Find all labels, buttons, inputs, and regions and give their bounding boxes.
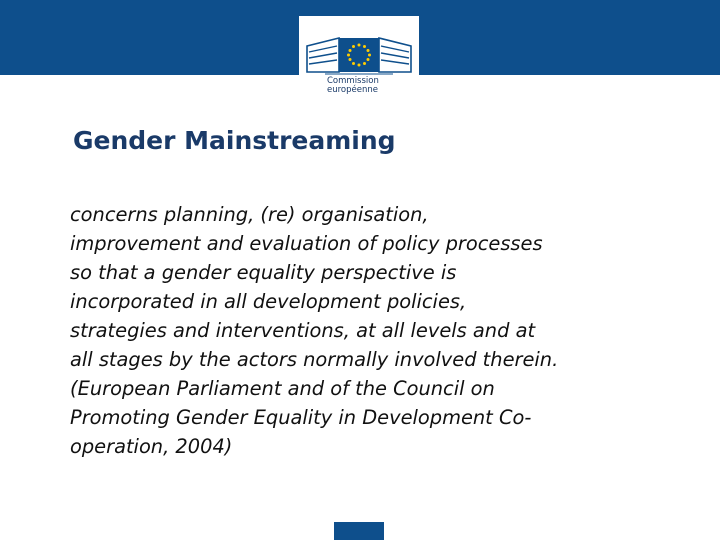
footer-accent-bar [334,522,384,540]
european-commission-logo [299,16,419,98]
body-line: strategies and interventions, at all levels and at [70,319,536,342]
body-line: operation, 2004) [70,435,233,458]
body-line: (European Parliament and of the Council on [70,377,495,400]
body-line: Promoting Gender Equality in Development Co- [70,406,532,429]
logo-text-line2: européenne [327,85,378,95]
logo-text-line1: Commission [327,76,379,86]
body-line: so that a gender equality perspective is [70,261,457,284]
body-line: concerns planning, (re) organisation, [70,203,429,226]
slide-title: Gender Mainstreaming [73,126,396,155]
body-line: incorporated in all development policies, [70,290,467,313]
body-line: improvement and evaluation of policy processes [70,232,543,255]
body-line: all stages by the actors normally involved therein. [70,348,559,371]
body-paragraph [70,200,710,461]
berlaymont-building-icon [299,16,419,76]
